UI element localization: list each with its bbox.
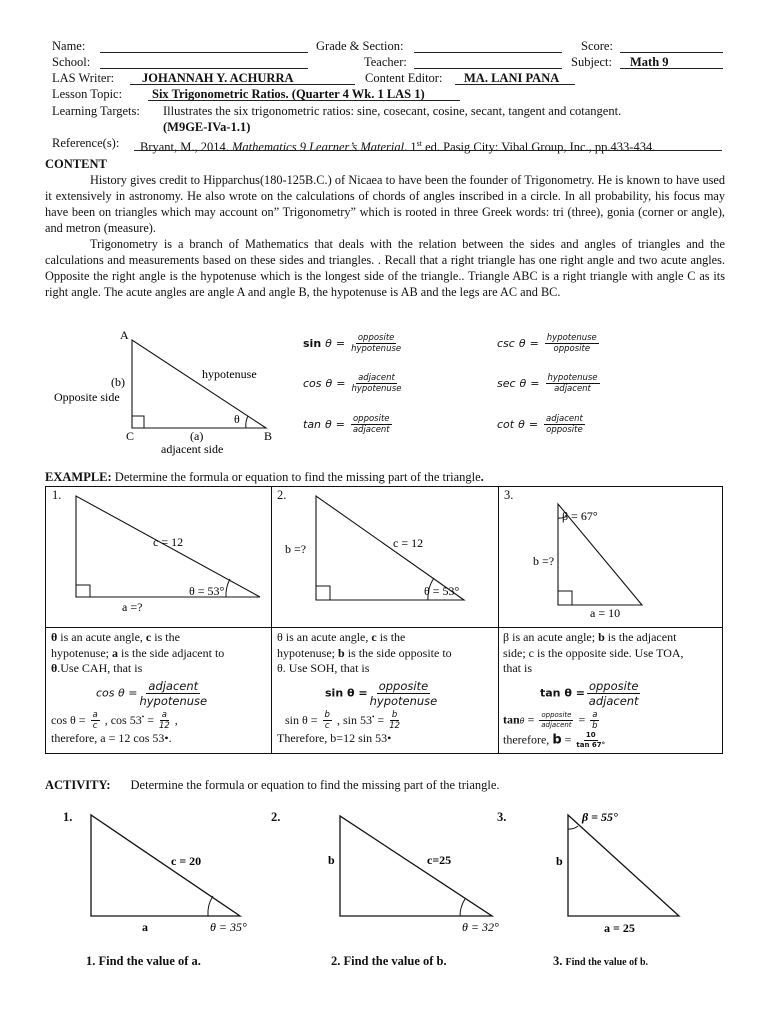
topic-label: Lesson Topic:	[52, 87, 123, 101]
activity-number-1: 1.	[63, 810, 73, 824]
ratio-sin: sin θ = $\frac{\text{opposite}}{\text{hypotenuse}}$	[303, 333, 402, 354]
svg-text:a = 25: a = 25	[604, 921, 635, 935]
example-explanation-1: θ is an acute angle, c is the hypotenuse; a is the side adjacent to θ.Use CAH, that is cos θ = $\frac{\text{adjacent}}{\text{hypotenuse}}$ cos θ = $\frac{a}{c}$ , cos 53• = $\frac{a}{12}$ , therefore, a = 12 cos 53•.	[51, 630, 225, 746]
subject-value: Math 9	[630, 55, 669, 69]
activity-number-3: 3.	[497, 810, 507, 824]
example-number-2: 2.	[277, 488, 287, 502]
svg-text:a = 10: a = 10	[590, 606, 621, 620]
ratio-cos: cos θ = $\frac{\text{adjacent}}{\text{hypotenuse}}$	[303, 373, 402, 394]
activity-question-2: 2. Find the value of b.	[331, 954, 447, 968]
ratio-tan: tan θ = $\frac{\text{opposite}}{\text{adjacent}}$	[303, 414, 390, 435]
activity-question-3: 3. Find the value of b.	[553, 954, 649, 968]
ref-label: Reference(s):	[52, 136, 120, 150]
grade-label: Grade & Section:	[316, 39, 404, 53]
example-triangle-3	[499, 490, 721, 625]
example-explanation-2: θ is an acute angle, c is the hypotenuse; b is the side opposite to θ. Use SOH, that is sin θ = $\frac{\text{opposite}}{\text{hypotenuse}}$ sin θ = $\frac{b}{c}$ , sin 53• = $\frac{b}{12}$ Therefore, b=12 sin 53•	[277, 630, 452, 746]
activity-question-1: 1. Find the value of a.	[86, 954, 201, 968]
vertex-b: B	[264, 429, 273, 443]
grade-field[interactable]	[414, 52, 562, 53]
name-field[interactable]	[100, 52, 308, 53]
svg-text:θ = 35°: θ = 35°	[210, 920, 247, 934]
svg-text:b: b	[556, 854, 563, 868]
svg-text:β = 55°: β = 55°	[582, 810, 618, 824]
editor-line	[455, 84, 575, 85]
svg-text:a: a	[142, 920, 148, 934]
opposite-side-label: Opposite side	[54, 390, 120, 404]
ref-text: Bryant, M., 2014. Mathematics 9 Learner’s Material. 1st ed. Pasig City: Vibal Group, Inc., pp.433-434.	[140, 139, 656, 155]
example-number-3: 3.	[504, 488, 514, 502]
writer-label: LAS Writer:	[52, 71, 115, 85]
targets-value: Illustrates the six trigonometric ratios: sine, cosecant, cosine, secant, tangent and cotangent.	[163, 104, 622, 118]
svg-text:β = 67°: β = 67°	[562, 509, 598, 523]
content-paragraph-2: Trigonometry is a branch of Mathematics that deals with the relation between the sides and angles of triangles and the calculations and measurements based on these sides and triangles. . Recall that a right triangle has one right angle and two acute angles. Opposite the right angle is the hypotenuse which is the longest side of the triangle.. Triangle ABC is a right triangle with angle C as its right angle. The acute angles are angle A and angle B, the hypotenuse is AB and the legs are AC and BC.	[45, 237, 725, 299]
ratio-cot: cot θ = $\frac{\text{adjacent}}{\text{opposite}}$	[497, 414, 583, 435]
activity-triangle-1	[60, 810, 270, 940]
vertex-a: A	[120, 328, 129, 342]
side-a-label: (a)	[190, 429, 204, 443]
editor-value: MA. LANI PANA	[464, 71, 560, 85]
ratio-csc: csc θ = $\frac{\text{hypotenuse}}{\text{opposite}}$	[497, 333, 597, 354]
ratio-sec: sec θ = $\frac{\text{hypotenuse}}{\text{adjacent}}$	[497, 373, 598, 394]
targets-code: (M9GE-IVa-1.1)	[163, 120, 251, 134]
activity-number-2: 2.	[271, 810, 281, 824]
activity-triangle-3	[530, 805, 720, 940]
svg-text:c = 20: c = 20	[171, 854, 202, 868]
ref-line	[134, 150, 722, 151]
targets-label: Learning Targets:	[52, 104, 140, 118]
side-b-label: (b)	[111, 375, 125, 389]
teacher-label: Teacher:	[364, 55, 407, 69]
svg-text:θ = 53°: θ = 53°	[424, 584, 460, 598]
score-label: Score:	[581, 39, 613, 53]
vertex-c: C	[126, 429, 135, 443]
svg-text:θ = 32°: θ = 32°	[462, 920, 499, 934]
svg-text:b: b	[328, 853, 335, 867]
content-heading: CONTENT	[45, 157, 107, 171]
editor-label: Content Editor:	[365, 71, 443, 85]
svg-text:b =?: b =?	[533, 554, 555, 568]
theta-label: θ	[234, 412, 240, 426]
subject-label: Subject:	[571, 55, 612, 69]
writer-value: JOHANNAH Y. ACHURRA	[142, 71, 294, 85]
subject-line	[620, 68, 723, 69]
school-label: School:	[52, 55, 91, 69]
example-number-1: 1.	[52, 488, 62, 502]
svg-text:c = 12: c = 12	[153, 535, 184, 549]
school-field[interactable]	[100, 68, 308, 69]
example-explanation-3: β is an acute angle; b is the adjacent side; c is the opposite side. Use TOA, that is tan θ = $\frac{\text{opposite}}{\text{adjacent}}$ tanθ = $\frac{\text{opposite}}{\text{adjacent}}$ = $\frac{a}{b}$ therefore, b = $\frac{10}{\tan 67^\circ}$	[503, 630, 684, 749]
example-heading: EXAMPLE: Determine the formula or equation to find the missing part of the triangle.	[45, 470, 484, 484]
example-triangle-2	[272, 490, 498, 620]
svg-text:c = 12: c = 12	[393, 536, 424, 550]
topic-value: Six Trigonometric Ratios. (Quarter 4 Wk. 1 LAS 1)	[152, 87, 425, 101]
activity-heading: ACTIVITY: Determine the formula or equation to find the missing part of the triangle.	[45, 778, 500, 792]
teacher-field[interactable]	[414, 68, 562, 69]
name-label: Name:	[52, 39, 86, 53]
topic-line	[148, 100, 460, 101]
svg-text:c=25: c=25	[427, 853, 452, 867]
svg-text:θ = 53°: θ = 53°	[189, 584, 225, 598]
content-paragraph-1: History gives credit to Hipparchus(180-125B.C.) of Nicaea to have been the founder of Trigonometry. He is known to have used it extensively in astronomy. He also wrote on the calculations of chords of angles inscribed in a circle. In all probability, his focus may have been on triangles which may account on” Trigonometry” which is rooted in three Greek words: tri (three), gonia (corner or angle), and metron (measure).	[45, 173, 725, 235]
svg-text:a =?: a =?	[122, 600, 143, 614]
hypotenuse-label: hypotenuse	[202, 367, 257, 381]
example-triangle-1	[46, 490, 271, 620]
adjacent-side-label: adjacent side	[161, 442, 224, 456]
score-field[interactable]	[620, 52, 723, 53]
activity-triangle-2	[285, 810, 510, 940]
writer-line	[130, 84, 355, 85]
svg-text:b =?: b =?	[285, 542, 307, 556]
triangle-abc-diagram	[50, 325, 290, 460]
